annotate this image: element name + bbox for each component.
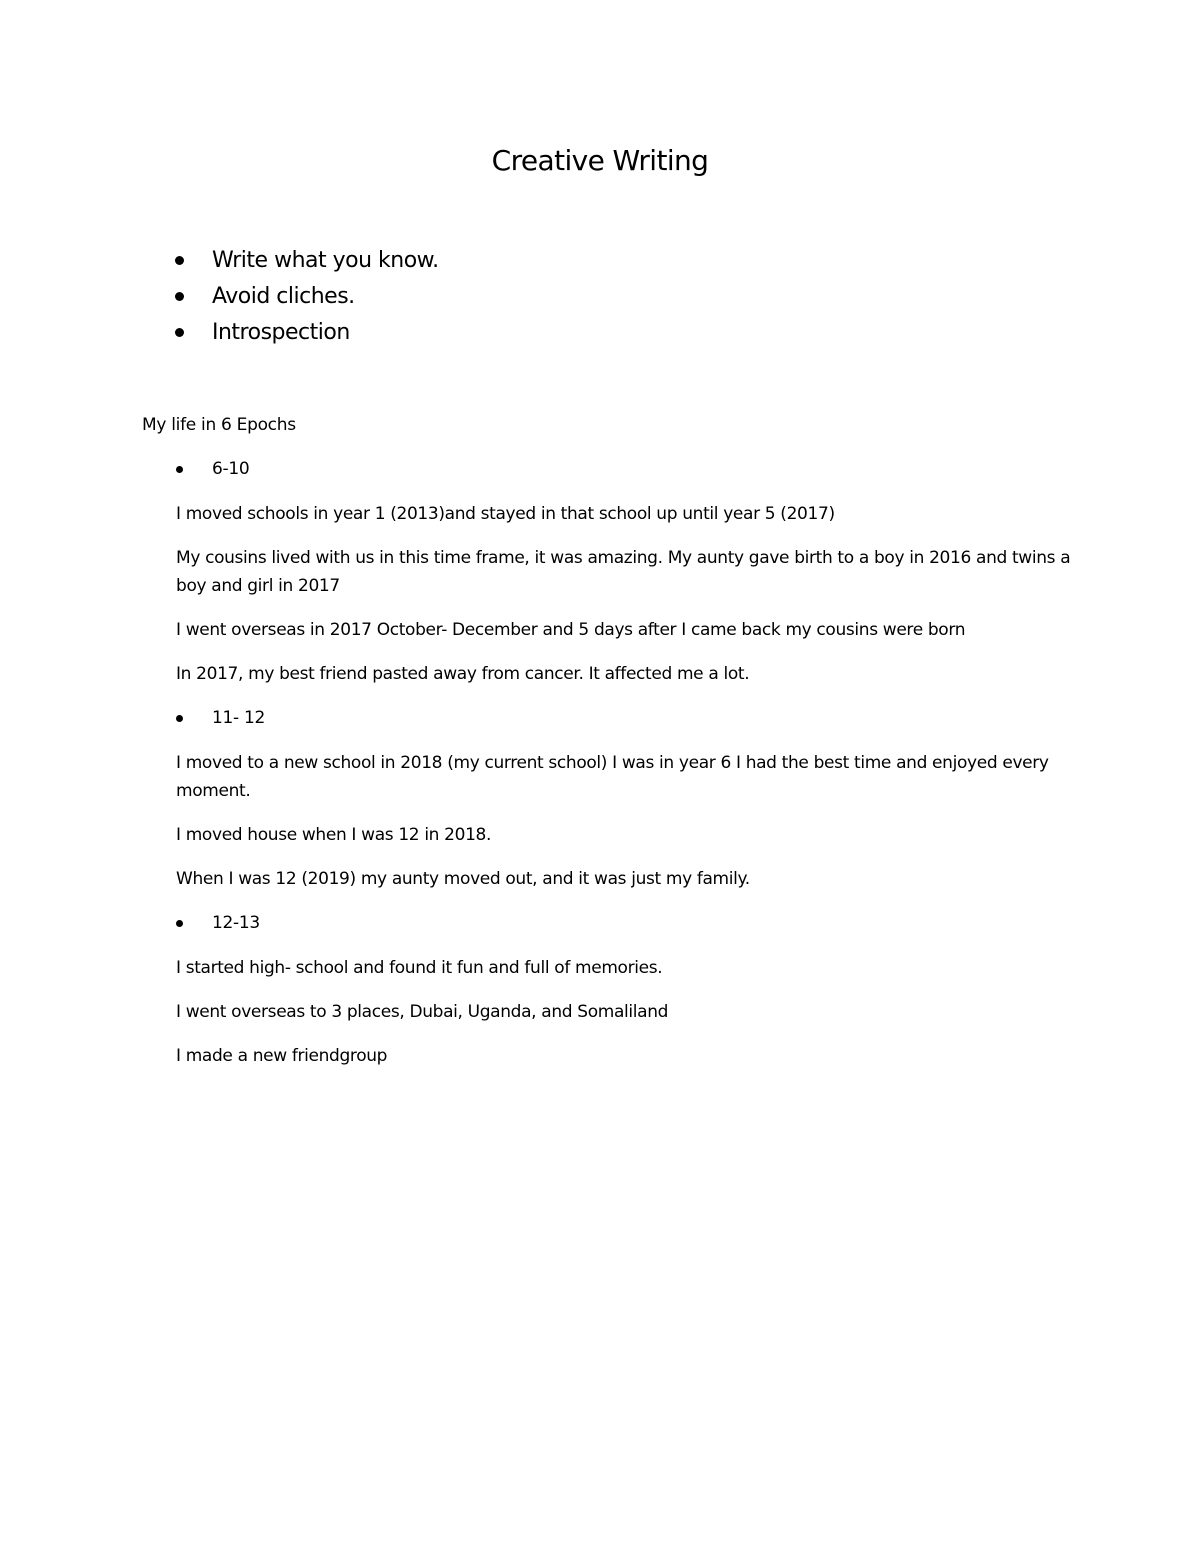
section-heading: My life in 6 Epochs (142, 415, 296, 435)
bullet-icon (175, 328, 184, 337)
tip-text: Avoid cliches. (212, 284, 355, 309)
epoch-paragraph: I moved schools in year 1 (2013)and stayed in that school up until year 5 (2017) (176, 504, 835, 524)
epoch-paragraph: I went overseas in 2017 October- December and 5 days after I came back my cousins were born (176, 620, 966, 640)
tip-text: Introspection (212, 320, 350, 345)
epoch-paragraph: I started high- school and found it fun and full of memories. (176, 958, 663, 978)
tip-item (173, 315, 439, 351)
bullet-icon (176, 466, 183, 473)
epoch-label: 6-10 (212, 459, 250, 479)
epoch-paragraph: My cousins lived with us in this time frame, it was amazing. My aunty gave birth to a boy in 2016 and twins a boy and girl in 2017 (176, 548, 1071, 596)
epoch-paragraph: In 2017, my best friend pasted away from cancer. It affected me a lot. (176, 664, 750, 684)
tip-item (173, 243, 439, 279)
bullet-icon (176, 715, 183, 722)
bullet-icon (175, 256, 184, 265)
tips-list (173, 243, 439, 351)
epoch-label: 11- 12 (212, 708, 266, 728)
tip-item (173, 279, 439, 315)
document-title: Creative Writing (491, 144, 709, 177)
epoch-label: 12-13 (212, 913, 260, 933)
epoch-paragraph: When I was 12 (2019) my aunty moved out, and it was just my family. (176, 869, 750, 889)
epoch-paragraph: I went overseas to 3 places, Dubai, Uganda, and Somaliland (176, 1002, 669, 1022)
bullet-icon (175, 292, 184, 301)
epoch-paragraph: I moved house when I was 12 in 2018. (176, 825, 492, 845)
bullet-icon (176, 920, 183, 927)
epoch-paragraph: I made a new friendgroup (176, 1046, 388, 1066)
tip-text: Write what you know. (212, 248, 439, 273)
epoch-paragraph: I moved to a new school in 2018 (my current school) I was in year 6 I had the best time and enjoyed every moment. (176, 753, 1049, 801)
